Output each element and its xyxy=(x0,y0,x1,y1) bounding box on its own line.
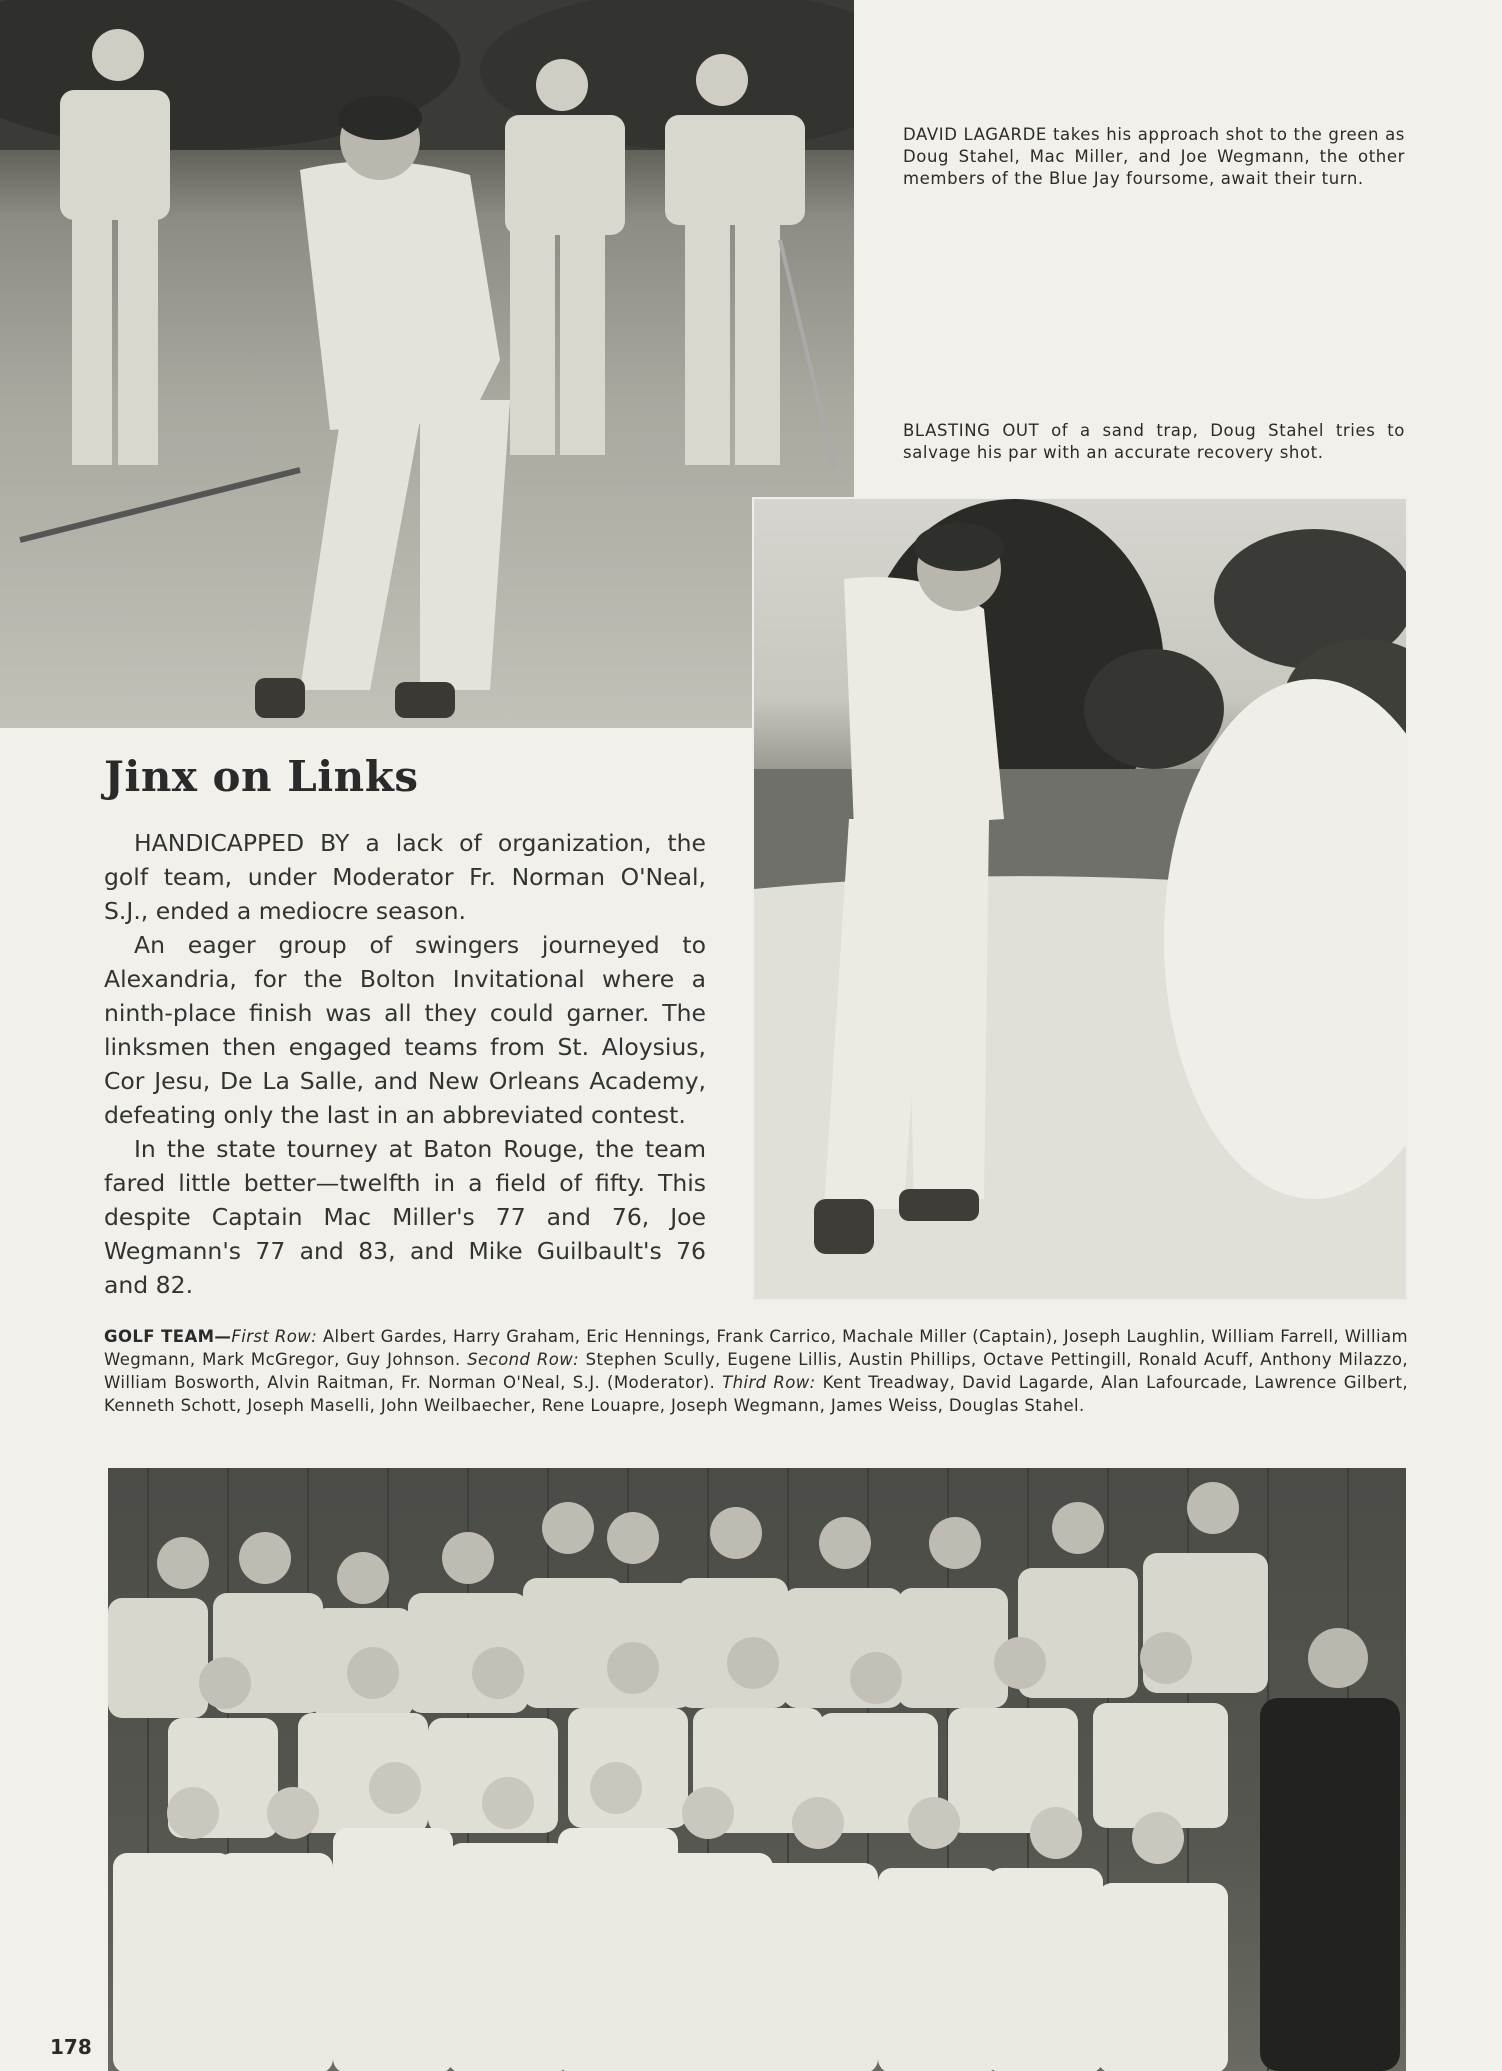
second-row-label: Second Row: xyxy=(467,1350,580,1369)
article-paragraph: An eager group of swingers journeyed to Alexandria, for the Bolton Invitational where a ninth-place finish was all they could garner. The linksmen then engaged teams from St. Aloysius, Cor Jesu, De La Salle, and New Orleans Academy, defeating only the last in an abbreviated contest. xyxy=(104,931,706,1129)
sand-trap-figure xyxy=(754,499,1406,1299)
team-caption-lead: GOLF TEAM— xyxy=(104,1327,232,1346)
stahel-caption: BLASTING OUT of a sand trap, Doug Stahel tries to salvage his par with an accurate recovery shot. xyxy=(903,421,1405,462)
page-number: 178 xyxy=(50,2035,92,2059)
team-roster-caption xyxy=(104,1325,1408,1417)
team-photo-figures xyxy=(108,1468,1406,2071)
article-paragraph: In the state tourney at Baton Rouge, the team fared little better—twelfth in a field of fifty. This despite Captain Mac Miller's 77 and 76, Joe Wegmann's 77 and 83, and Mike Guilbault's 76 and 82. xyxy=(104,1135,706,1299)
approach-shot-photo xyxy=(0,0,854,728)
article-body xyxy=(104,826,706,1302)
first-row-names: Albert Gardes, Harry Graham, Eric Hennings, Frank Carrico, Machale Miller (Captain), Joseph Laughlin, William Farrell, William Wegmann, Mark McGregor, Guy Johnson. xyxy=(104,1327,1408,1369)
third-row-names: Kent Treadway, David Lagarde, Alan Lafourcade, Lawrence Gilbert, Kenneth Schott, Joseph Maselli, John Weilbaecher, Rene Louapre, Joseph Wegmann, James Weiss, Douglas Stahel. xyxy=(104,1373,1408,1415)
lagarde-caption: DAVID LAGARDE takes his approach shot to the green as Doug Stahel, Mac Miller, and Joe Wegmann, the other members of the Blue Jay foursome, await their turn. xyxy=(903,125,1405,188)
sand-trap-photo xyxy=(752,497,1408,1301)
article-title: Jinx on Links xyxy=(104,752,419,801)
article-paragraph: HANDICAPPED BY a lack of organization, the golf team, under Moderator Fr. Norman O'Neal, S.J., ended a mediocre season. xyxy=(104,829,706,925)
first-row-label: First Row: xyxy=(231,1327,318,1346)
second-row-names: Stephen Scully, Eugene Lillis, Austin Phillips, Octave Pettingill, Ronald Acuff, Anthony Milazzo, William Bosworth, Alvin Raitman, Fr. Norman O'Neal, S.J. (Moderator). xyxy=(104,1350,1409,1392)
third-row-label: Third Row: xyxy=(722,1373,816,1392)
team-photo xyxy=(108,1468,1406,2071)
approach-shot-figures xyxy=(0,0,854,728)
